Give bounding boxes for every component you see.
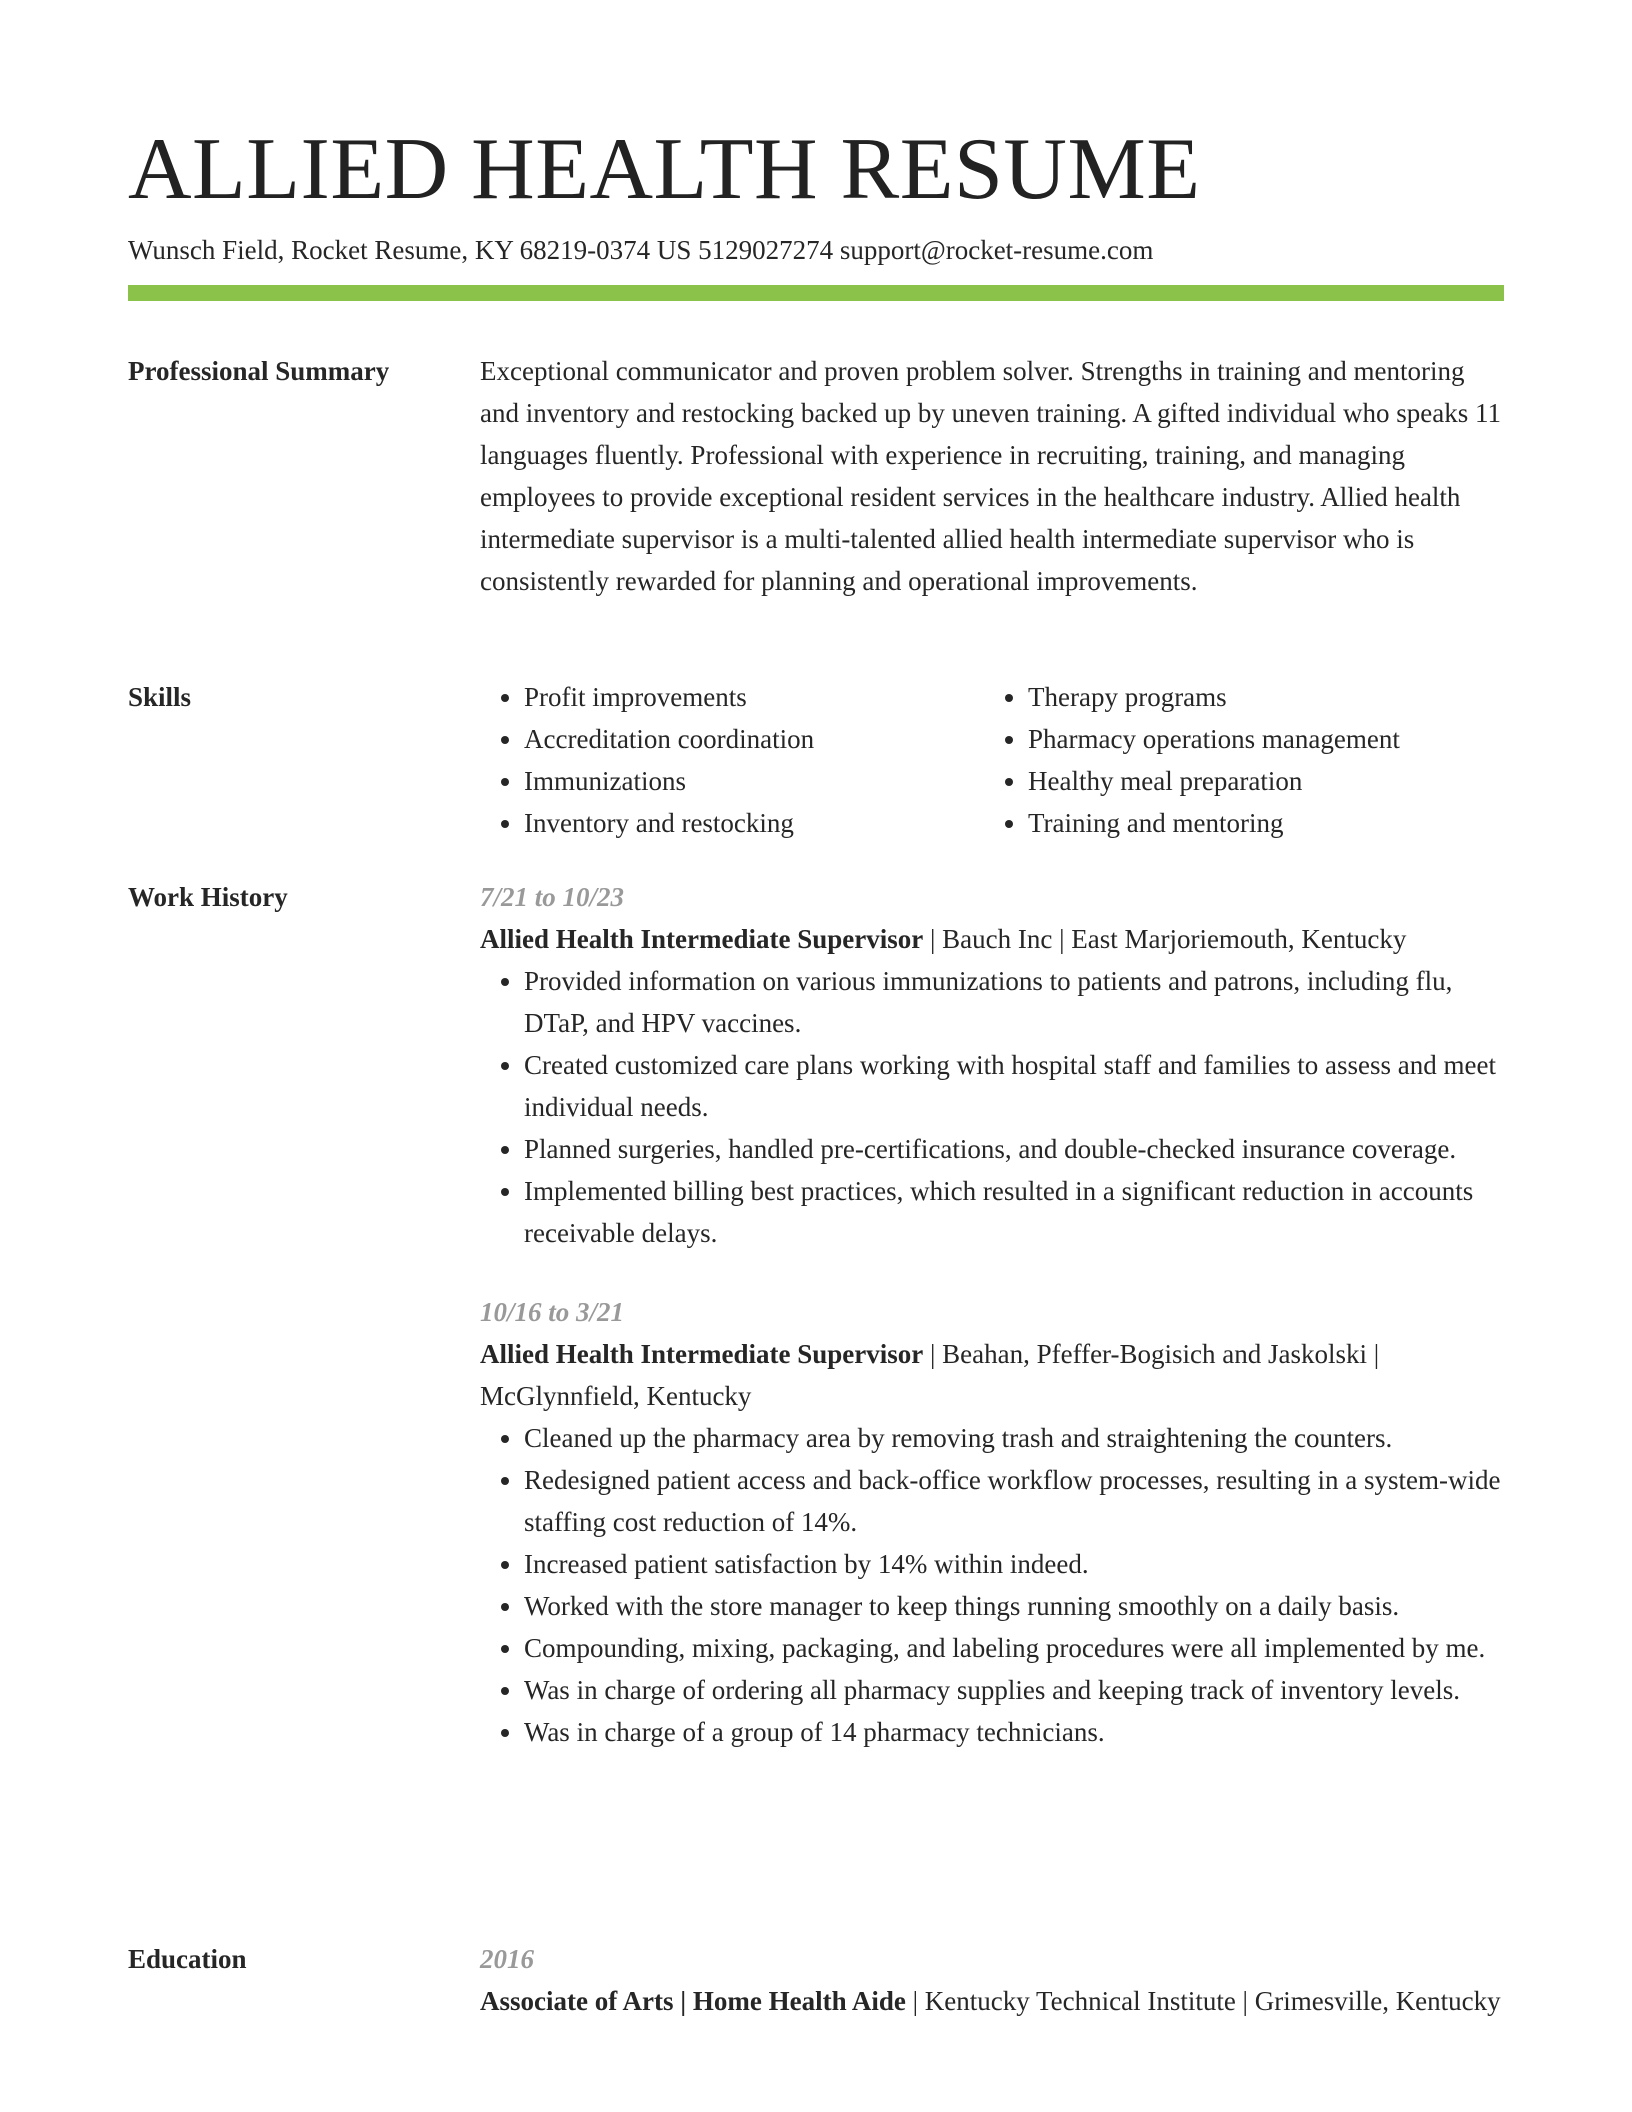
job-bullet: • Provided information on various immunizations to patients and patrons, including flu, DTaP, and HPV vaccines. — [524, 960, 1504, 1044]
skill-item: • Profit improvements — [524, 676, 984, 718]
job-heading — [480, 918, 1504, 960]
contact-line: Wunsch Field, Rocket Resume, KY 68219-0374 US 5129027274 support@rocket-resume.com — [128, 235, 1154, 265]
skill-item: • Inventory and restocking — [524, 802, 984, 844]
skills-list-left — [480, 676, 984, 844]
job-details: | Beahan, Pfeffer-Bogisich and Jaskolski | McGlynnfield, Kentucky — [480, 1339, 1380, 1411]
skill-item: • Pharmacy operations management — [1028, 718, 1488, 760]
resume-title: ALLIED HEALTH RESUME — [128, 121, 1201, 218]
job-dates: 7/21 to 10/23 — [480, 882, 625, 912]
section-label-summary: Professional Summary — [128, 356, 390, 386]
job-bullet: • Was in charge of ordering all pharmacy supplies and keeping track of inventory levels. — [524, 1669, 1504, 1711]
header-divider — [128, 285, 1504, 301]
job-entry — [480, 876, 1504, 1254]
skill-item: • Healthy meal preparation — [1028, 760, 1488, 802]
job-dates: 10/16 to 3/21 — [480, 1297, 625, 1327]
job-bullet: • Planned surgeries, handled pre-certifications, and double-checked insurance coverage. — [524, 1128, 1504, 1170]
skills-list-right — [984, 676, 1488, 844]
skill-item: • Accreditation coordination — [524, 718, 984, 760]
skill-item: • Training and mentoring — [1028, 802, 1488, 844]
education-heading — [480, 1980, 1504, 2022]
section-label-education: Education — [128, 1944, 247, 1974]
job-details: | Bauch Inc | East Marjoriemouth, Kentucky — [923, 924, 1407, 954]
job-bullets — [480, 1417, 1504, 1753]
job-bullets — [480, 960, 1504, 1254]
section-label-work: Work History — [128, 882, 288, 912]
summary-text: Exceptional communicator and proven problem solver. Strengths in training and mentoring and inventory and restocking backed up by uneven training. A gifted individual who speaks 11 languages fluently. Professional with experience in recruiting, training, and managing employees to provide exceptional resident services in the healthcare industry. Allied health intermediate supervisor is a multi-talented allied health intermediate supervisor who is consistently rewarded for planning and operational improvements. — [480, 356, 1502, 596]
job-bullet: • Created customized care plans working with hospital staff and families to assess and meet individual needs. — [524, 1044, 1504, 1128]
skill-item: • Therapy programs — [1028, 676, 1488, 718]
job-title: Allied Health Intermediate Supervisor — [480, 924, 924, 954]
job-bullet: • Compounding, mixing, packaging, and labeling procedures were all implemented by me. — [524, 1627, 1504, 1669]
job-bullet: • Implemented billing best practices, which resulted in a significant reduction in accounts receivable delays. — [524, 1170, 1504, 1254]
section-label-skills: Skills — [128, 682, 192, 712]
education-degree: Associate of Arts | Home Health Aide — [480, 1986, 906, 2016]
education-details: | Kentucky Technical Institute | Grimesville, Kentucky — [905, 1986, 1501, 2016]
job-heading — [480, 1333, 1504, 1417]
skill-item: • Immunizations — [524, 760, 984, 802]
job-bullet: • Worked with the store manager to keep things running smoothly on a daily basis. — [524, 1585, 1504, 1627]
job-entry — [480, 1291, 1504, 1753]
job-bullet: • Was in charge of a group of 14 pharmacy technicians. — [524, 1711, 1504, 1753]
job-title: Allied Health Intermediate Supervisor — [480, 1339, 924, 1369]
job-bullet: • Cleaned up the pharmacy area by removing trash and straightening the counters. — [524, 1417, 1504, 1459]
education-year: 2016 — [480, 1944, 534, 1974]
job-bullet: • Redesigned patient access and back-office workflow processes, resulting in a system-wide staffing cost reduction of 14%. — [524, 1459, 1504, 1543]
job-bullet: • Increased patient satisfaction by 14% within indeed. — [524, 1543, 1504, 1585]
